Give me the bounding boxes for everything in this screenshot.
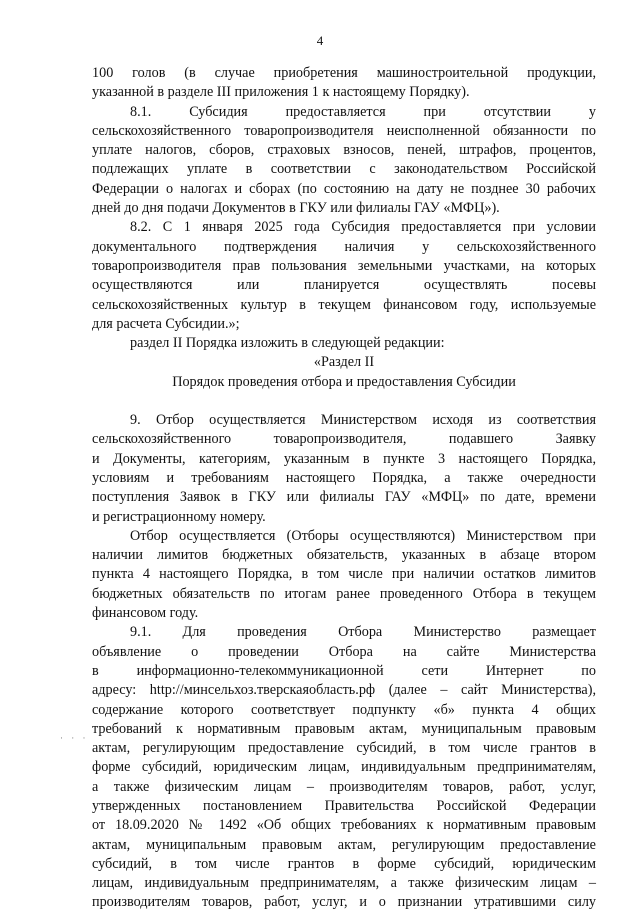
- text-line: 100 голов (в случае приобретения машиностроительной продукции,: [92, 65, 596, 81]
- text-line: 8.1. Субсидия предоставляется при отсутствии у: [130, 103, 596, 120]
- text-line: поступления Заявок в ГКУ или филиалы ГАУ «МФЦ» по дате, времени: [92, 489, 596, 506]
- text-line: для расчета Субсидии.»;: [92, 315, 240, 332]
- text-line: и регистрационному номеру.: [92, 508, 266, 525]
- text-line: а также физическим лицам – производителям товаров, работ, услуг,: [92, 778, 596, 795]
- paragraph-spacer: [92, 392, 596, 411]
- text-line: осуществляются или планируется осуществлять посевы: [92, 277, 596, 294]
- text-line: в информационно-телекоммуникационной сети Интернет по: [92, 662, 596, 679]
- text-line: содержание которого соответствует подпункту «б» пункта 4 общих: [92, 701, 596, 718]
- text-line: финансовом году.: [92, 605, 199, 622]
- text-line: и Документы, категориям, указанным в пункте 3 настоящего Порядка,: [92, 450, 596, 467]
- text-line: актам, регулирующим предоставление субсидий, в том числе грантов в: [92, 740, 596, 757]
- text-line: объявление о проведении Отбора на сайте Министерства: [92, 643, 596, 660]
- document-body: [92, 64, 596, 913]
- scan-margin-mark: · · ·: [60, 733, 89, 743]
- text-line: актам, муниципальным правовым актам, регулирующим предоставление: [92, 836, 596, 853]
- text-line: указанной в разделе III приложения 1 к настоящему Порядку).: [92, 84, 470, 101]
- text-line: от 18.09.2020 № 1492 «Об общих требованиях к нормативным правовым: [92, 817, 596, 834]
- text-line: уплате налогов, сборов, страховых взносов, пеней, штрафов, процентов,: [92, 142, 596, 159]
- text-line: раздел II Порядка изложить в следующей редакции:: [130, 335, 445, 352]
- text-line: требований к нормативным правовым актам, муниципальным правовым: [92, 720, 596, 737]
- section-heading-line: «Раздел II: [313, 354, 375, 371]
- text-line: документального подтверждения наличия у сельскохозяйственного: [92, 238, 596, 255]
- text-line: производителям товаров, работ, услуг, и о признании утратившими силу: [92, 894, 596, 911]
- text-line: товаропроизводителя прав пользования земельными участками, на которых: [92, 257, 596, 274]
- text-line: пункта 4 настоящего Порядка, в том числе при наличии остатков лимитов: [92, 566, 596, 583]
- text-line: форме субсидий, юридическим лицам, индивидуальным предпринимателям,: [92, 759, 596, 776]
- text-line: сельскохозяйственного товаропроизводителя неисполненной обязанности по: [92, 122, 596, 139]
- section-heading-line: Порядок проведения отбора и предоставления Субсидии: [172, 373, 516, 390]
- text-line: 9. Отбор осуществляется Министерством исходя из соответствия: [130, 412, 596, 429]
- page-number: 4: [316, 33, 324, 48]
- text-line: 9.1. Для проведения Отбора Министерство размещает: [130, 624, 596, 641]
- text-line: 8.2. С 1 января 2025 года Субсидия предоставляется при условии: [130, 219, 596, 236]
- text-line: утвержденных постановлением Правительства Российской Федерации: [92, 797, 596, 814]
- text-line: сельскохозяйственного товаропроизводителя, подавшего Заявку: [92, 431, 596, 448]
- text-line: бюджетных обязательств по итогам ранее проведенного Отбора в текущем: [92, 585, 596, 602]
- text-line: подлежащих уплате в соответствии с законодательством Российской: [92, 161, 596, 178]
- text-line: дней до дня подачи Документов в ГКУ или филиалы ГАУ «МФЦ»).: [92, 200, 500, 217]
- text-line: субсидий, в том числе грантов в форме субсидий, юридическим: [92, 855, 596, 872]
- text-line: лицам, индивидуальным предпринимателям, а также физическим лицам –: [92, 875, 596, 892]
- text-line: сельскохозяйственных культур в текущем финансовом году, используемые: [92, 296, 596, 313]
- text-line: условиям и требованиям настоящего Порядка, а также очередности: [92, 469, 596, 486]
- text-line: адресу: http://минсельхоз.тверскаяобласть.рф (далее – сайт Министерства),: [92, 682, 596, 699]
- text-line: Федерации о налогах и сборах (по состоянию на дату не позднее 30 рабочих: [92, 180, 596, 197]
- text-line: Отбор осуществляется (Отборы осуществляются) Министерством при: [130, 527, 596, 544]
- text-line: наличии лимитов бюджетных обязательств, указанных в абзаце втором: [92, 547, 596, 564]
